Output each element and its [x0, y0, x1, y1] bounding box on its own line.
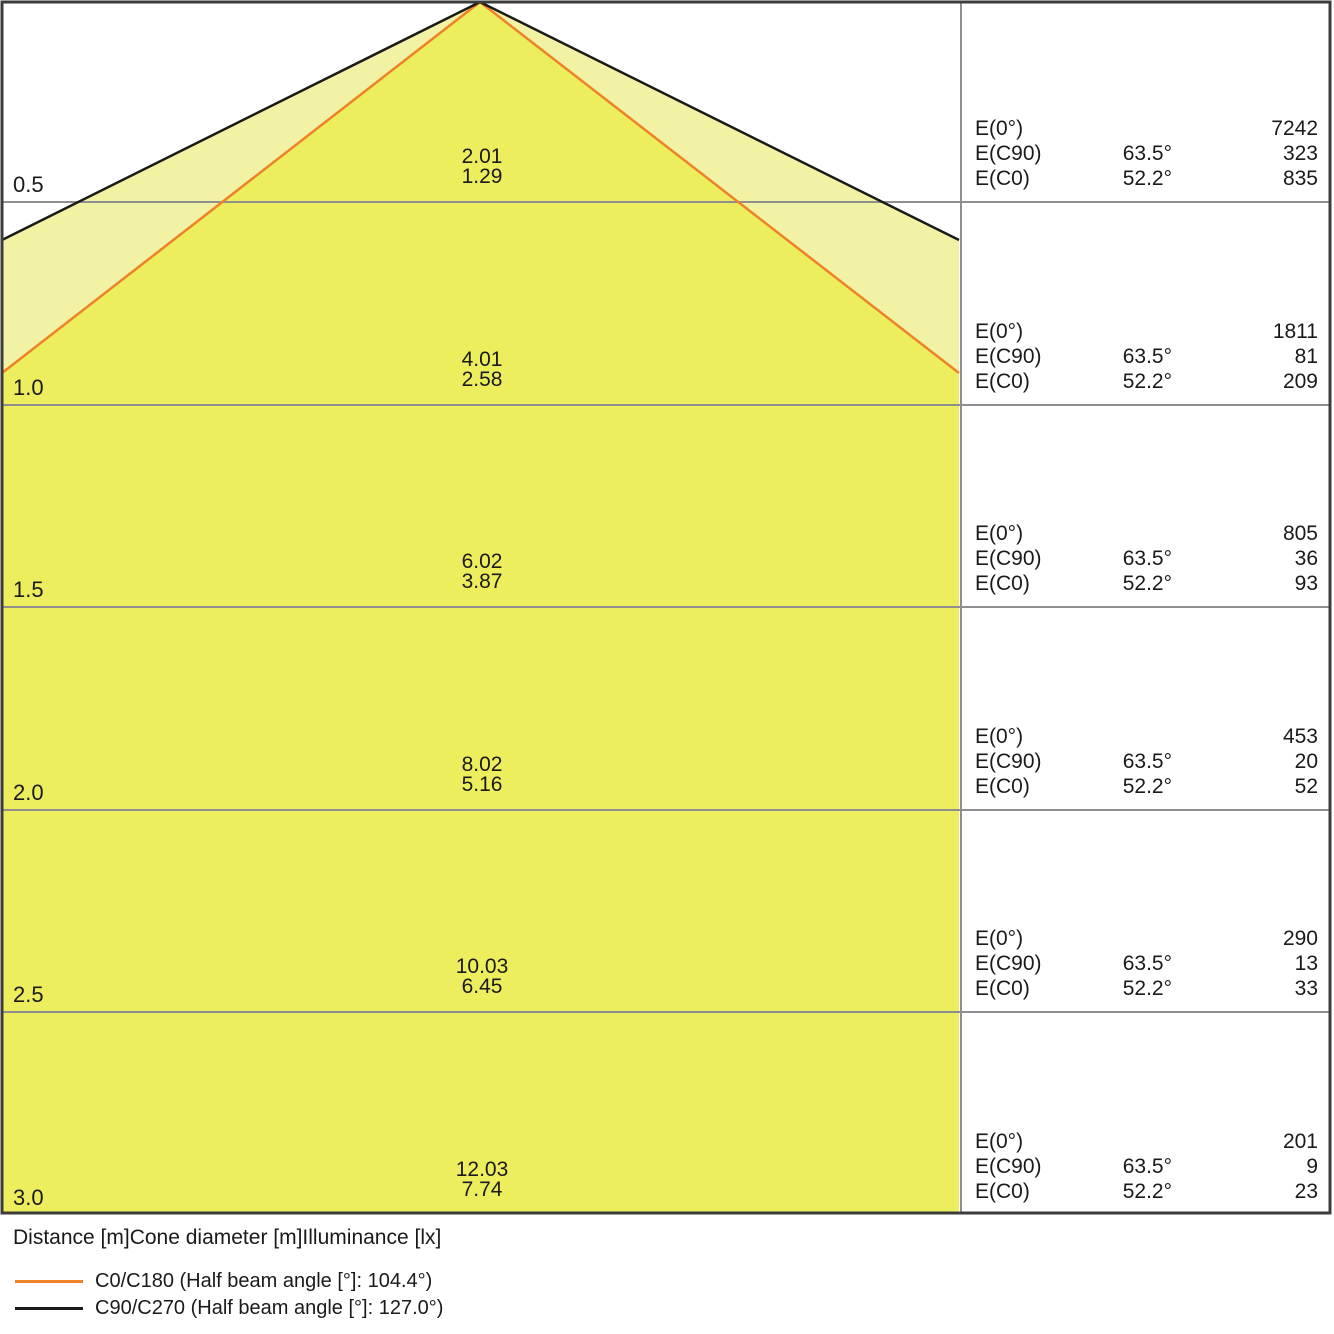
ec0-angle: 52.2°: [1122, 167, 1172, 190]
distance-label: 0.5: [13, 172, 44, 197]
cone-diameter-c90: 12.03: [455, 1158, 509, 1181]
ec90-angle: 63.5°: [1122, 952, 1172, 975]
cone-diameter-c0: 7.74: [461, 1178, 503, 1201]
illuminance-block: [975, 521, 1318, 596]
c0-line-swatch: [15, 1280, 83, 1283]
ec0-label: E(C0): [975, 977, 1030, 1000]
illuminance-row-e0: [975, 319, 1318, 344]
ec0-angle: 52.2°: [1122, 977, 1172, 1000]
ec90-value: 20: [1294, 750, 1318, 773]
illuminance-block: [975, 116, 1318, 191]
ec0-value: 23: [1294, 1180, 1318, 1203]
cone-diameter-c0: 3.87: [461, 570, 503, 593]
ec90-label: E(C90): [975, 345, 1042, 368]
ec90-value: 36: [1294, 547, 1318, 570]
illuminance-block: [975, 724, 1318, 799]
cone-diameter-labels: [462, 552, 503, 592]
legend-item-c0: [15, 1268, 432, 1294]
e0-value: 201: [1282, 1130, 1318, 1153]
ec0-value: 33: [1294, 977, 1318, 1000]
ec90-label: E(C90): [975, 547, 1042, 570]
illuminance-row-e0: [975, 116, 1318, 141]
illuminance-row-ec90: [975, 141, 1318, 166]
e0-angle: [1085, 116, 1172, 141]
e0-value: 453: [1282, 725, 1318, 748]
ec0-label: E(C0): [975, 370, 1030, 393]
illuminance-row-ec0: [975, 166, 1318, 191]
cone-diameter-labels: [456, 957, 509, 997]
cone-diameter-c90: 8.02: [461, 753, 503, 776]
ec90-value: 81: [1294, 345, 1318, 368]
illuminance-row-ec90: [975, 546, 1318, 571]
e0-label: E(0°): [975, 320, 1024, 343]
ec0-value: 52: [1294, 775, 1318, 798]
ec0-value: 835: [1282, 167, 1318, 190]
ec90-label: E(C90): [975, 1155, 1042, 1178]
e0-value: 1811: [1272, 320, 1318, 343]
illuminance-row-ec0: [975, 1179, 1318, 1204]
illuminance-row-ec0: [975, 976, 1318, 1001]
e0-angle: [1085, 319, 1172, 344]
legend-item-c90: [15, 1295, 443, 1321]
cone-diameter-c90: 2.01: [461, 145, 503, 168]
ec90-angle: 63.5°: [1122, 750, 1172, 773]
e0-angle: [1085, 521, 1172, 546]
ec90-angle: 63.5°: [1122, 547, 1172, 570]
cone-diameter-labels: [462, 755, 503, 795]
illuminance-row-e0: [975, 926, 1318, 951]
e0-value: 805: [1282, 522, 1318, 545]
cone-diameter-labels: [462, 350, 503, 390]
ec0-angle: 52.2°: [1122, 370, 1172, 393]
c90-legend-label: C90/C270 (Half beam angle [°]: 127.0°): [95, 1296, 444, 1319]
e0-angle: [1085, 926, 1172, 951]
e0-label: E(0°): [975, 927, 1024, 950]
c90-line-swatch: [15, 1307, 83, 1310]
ec90-label: E(C90): [975, 750, 1042, 773]
ec90-label: E(C90): [975, 952, 1042, 975]
cone-diameter-c0: 1.29: [461, 165, 503, 188]
ec0-angle: 52.2°: [1122, 1180, 1172, 1203]
illuminance-row-ec0: [975, 369, 1318, 394]
ec90-angle: 63.5°: [1122, 1155, 1172, 1178]
distance-label: 2.0: [13, 780, 44, 805]
c0-legend-label: C0/C180 (Half beam angle [°]: 104.4°): [95, 1269, 433, 1292]
illuminance-row-e0: [975, 724, 1318, 749]
illuminance-row-ec90: [975, 344, 1318, 369]
ec0-value: 209: [1282, 370, 1318, 393]
e0-angle: [1085, 1129, 1172, 1154]
illuminance-row-e0: [975, 1129, 1318, 1154]
distance-label: 1.0: [13, 375, 44, 400]
ec0-angle: 52.2°: [1122, 775, 1172, 798]
e0-value: 290: [1282, 927, 1318, 950]
ec0-label: E(C0): [975, 167, 1030, 190]
cone-diameter-c0: 2.58: [461, 368, 503, 391]
ec90-value: 9: [1306, 1155, 1318, 1178]
distance-label: 3.0: [13, 1185, 44, 1210]
e0-label: E(0°): [975, 725, 1024, 748]
e0-value: 7242: [1271, 117, 1318, 140]
ec90-angle: 63.5°: [1122, 345, 1172, 368]
illuminance-row-e0: [975, 521, 1318, 546]
e0-label: E(0°): [975, 1130, 1024, 1153]
ec0-label: E(C0): [975, 775, 1030, 798]
ec90-value: 323: [1282, 142, 1318, 165]
e0-label: E(0°): [975, 117, 1024, 140]
cone-diameter-c90: 4.01: [461, 348, 503, 371]
cone-diameter-c0: 6.45: [461, 975, 503, 998]
illuminance-block: [975, 1129, 1318, 1204]
illuminance-row-ec90: [975, 749, 1318, 774]
illuminance-row-ec0: [975, 774, 1318, 799]
ec0-value: 93: [1294, 572, 1318, 595]
illuminance-row-ec90: [975, 1154, 1318, 1179]
illuminance-block: [975, 926, 1318, 1001]
e0-angle: [1085, 724, 1172, 749]
illuminance-block: [975, 319, 1318, 394]
illuminance-row-ec0: [975, 571, 1318, 596]
cone-diameter-c90: 6.02: [461, 550, 503, 573]
ec0-label: E(C0): [975, 572, 1030, 595]
distance-label: 2.5: [13, 982, 44, 1007]
illuminance-row-ec90: [975, 951, 1318, 976]
ec0-label: E(C0): [975, 1180, 1030, 1203]
axis-units-label: Distance [m]Cone diameter [m]Illuminance [lx]: [13, 1226, 442, 1249]
e0-label: E(0°): [975, 522, 1024, 545]
ec90-label: E(C90): [975, 142, 1042, 165]
cone-diameter-c90: 10.03: [455, 955, 509, 978]
ec90-value: 13: [1294, 952, 1318, 975]
ec0-angle: 52.2°: [1122, 572, 1172, 595]
cone-diameter-c0: 5.16: [461, 773, 503, 796]
ec90-angle: 63.5°: [1122, 142, 1172, 165]
cone-diameter-labels: [462, 147, 503, 187]
cone-diameter-labels: [456, 1160, 509, 1200]
distance-label: 1.5: [13, 577, 44, 602]
